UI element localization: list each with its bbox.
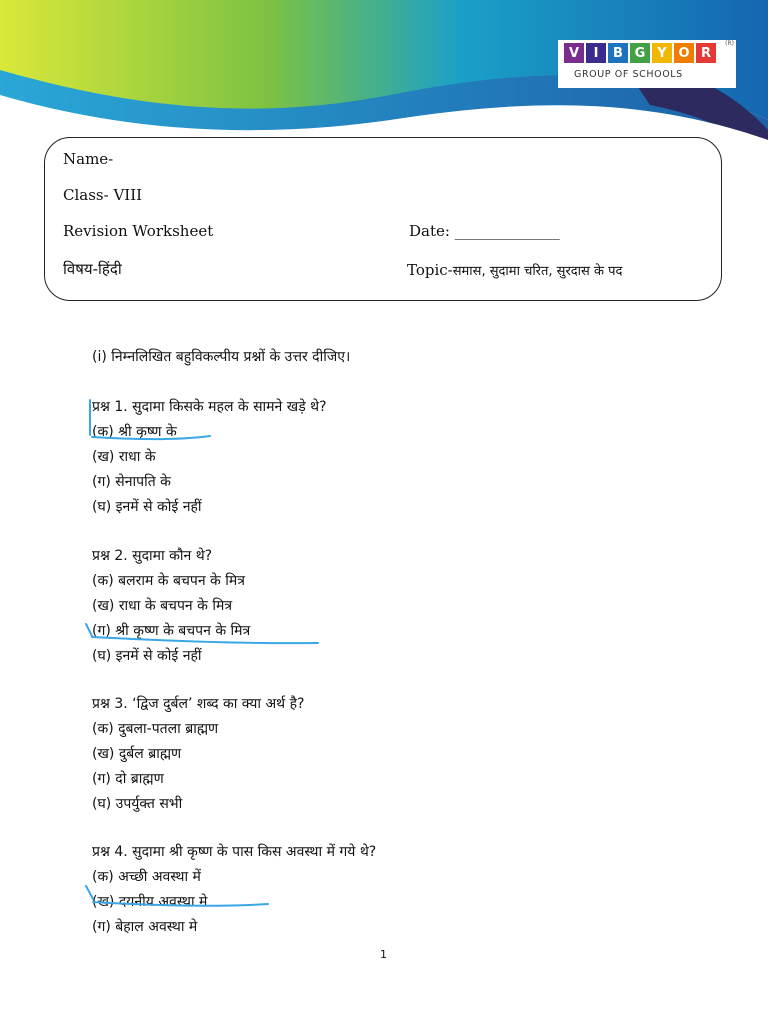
question-4: प्रश्न 4. सुदामा श्री कृष्ण के पास किस अवस्था में गये थे?	[92, 844, 377, 860]
logo-subtitle: GROUP OF SCHOOLS	[574, 69, 683, 80]
q1-option-d: (घ) इनमें से कोई नहीं	[92, 499, 202, 515]
logo-letter: R	[696, 43, 716, 63]
logo-letter: V	[564, 43, 584, 63]
q2-option-b: (ख) राधा के बचपन के मित्र	[92, 598, 233, 614]
q2-option-d: (घ) इनमें से कोई नहीं	[92, 648, 202, 664]
q3-option-a: (क) दुबला-पतला ब्राह्मण	[92, 721, 219, 737]
logo-letter: O	[674, 43, 694, 63]
topic-prefix: Topic-	[407, 261, 453, 279]
logo-letter: B	[608, 43, 628, 63]
question-1: प्रश्न 1. सुदामा किसके महल के सामने खड़े थे?	[92, 399, 327, 415]
name-label: Name-	[63, 150, 114, 168]
logo-letter: G	[630, 43, 650, 63]
question-3: प्रश्न 3. ‘द्विज दुर्बल’ शब्द का क्या अर्थ है?	[92, 696, 305, 712]
q1-option-a: (क) श्री कृष्ण के	[92, 424, 177, 440]
q1-option-c: (ग) सेनापति के	[92, 474, 171, 490]
subject-label: विषय-हिंदी	[63, 260, 122, 278]
q3-option-b: (ख) दुर्बल ब्राह्मण	[92, 746, 182, 762]
q2-option-c: (ग) श्री कृष्ण के बचपन के मित्र	[92, 623, 251, 639]
worksheet-label: Revision Worksheet	[63, 222, 214, 240]
q3-option-c: (ग) दो ब्राह्मण	[92, 771, 164, 787]
date-label: Date: ______________	[409, 222, 560, 240]
instruction: (i) निम्नलिखित बहुविकल्पीय प्रश्नों के उत्तर दीजिए।	[92, 349, 351, 365]
logo-letter: Y	[652, 43, 672, 63]
registered-mark: (R)	[725, 40, 734, 47]
question-2: प्रश्न 2. सुदामा कौन थे?	[92, 548, 213, 564]
logo-letter: I	[586, 43, 606, 63]
q4-option-b: (ख) दयनीय अवस्था मे	[92, 894, 208, 910]
q1-option-b: (ख) राधा के	[92, 449, 156, 465]
q4-option-a: (क) अच्छी अवस्था में	[92, 869, 201, 885]
class-label: Class- VIII	[63, 186, 143, 204]
q2-option-a: (क) बलराम के बचपन के मित्र	[92, 573, 245, 589]
topic-text: समास, सुदामा चरित, सुरदास के पद	[452, 264, 623, 279]
page-number: 1	[380, 948, 387, 961]
q4-option-c: (ग) बेहाल अवस्था मे	[92, 919, 198, 935]
q3-option-d: (घ) उपर्युक्त सभी	[92, 796, 183, 812]
